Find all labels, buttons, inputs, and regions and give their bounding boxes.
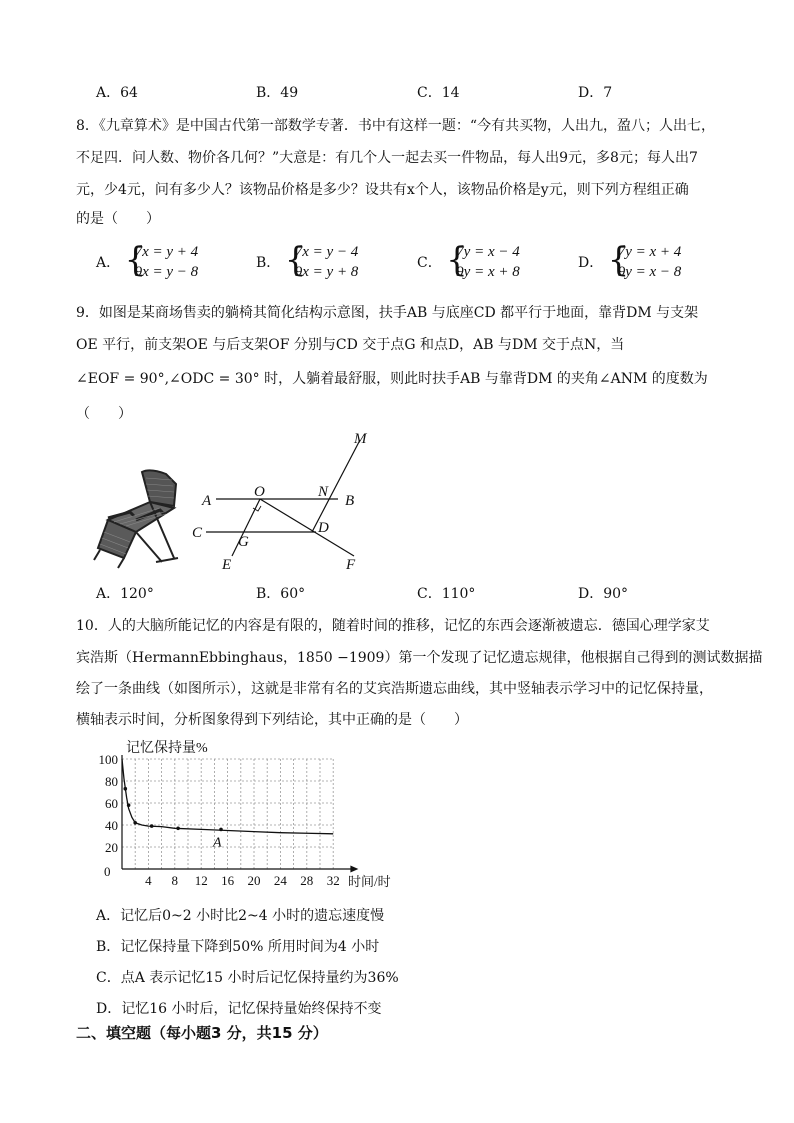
label-e: E — [222, 557, 232, 573]
q9-option-c: C．110° — [417, 586, 476, 602]
q10-option-a: A．记忆后0~2 小时比2~4 小时的遗忘速度慢 — [96, 908, 385, 924]
q9-text-line-4: （ ） — [76, 406, 132, 422]
lounge-chair-image — [90, 462, 182, 572]
q10-option-c: C．点A 表示记忆15 小时后记忆保持量约为36% — [96, 970, 399, 986]
q7-option-a: A．64 — [96, 85, 138, 101]
y-tick-label: 100 — [98, 752, 118, 767]
chart-ylabel: 记忆保持量% — [126, 741, 208, 756]
q7-option-d: D．7 — [578, 85, 613, 101]
q9-text-line-1: 9．如图是某商场售卖的躺椅其简化结构示意图，扶手AB 与底座CD 都平行于地面，靠背DM 与支架 — [76, 305, 699, 321]
q9-text-line-2: OE 平行，前支架OE 与后支架OF 分别与CD 交于点G 和点D，AB 与DM 交于点N，当 — [76, 337, 625, 353]
x-tick-label: 12 — [194, 873, 208, 888]
q10-text-line-3: 绘了一条曲线（如图所示），这就是非常有名的艾宾浩斯遗忘曲线，其中竖轴表示学习中的记忆保持量， — [76, 681, 713, 697]
y-tick-label: 80 — [105, 774, 118, 789]
x-tick-label: 16 — [221, 873, 235, 888]
q8-option-b: B． { 7x = y − 4 9x = y + 8 — [256, 240, 359, 280]
geometry-diagram — [190, 428, 380, 578]
x-tick-label: 4 — [145, 873, 152, 888]
chart-ticks — [99, 752, 340, 888]
q8-option-d: D． { 7y = x + 4 9y = x − 8 — [578, 240, 682, 280]
forgetting-curve-chart — [86, 735, 416, 895]
point-a-label: A — [213, 835, 222, 851]
label-d: D — [318, 520, 329, 536]
label-a: A — [202, 493, 212, 509]
q9-option-b: B．60° — [256, 586, 306, 602]
label-f: F — [346, 557, 356, 573]
data-point — [133, 821, 137, 825]
data-point — [124, 787, 128, 791]
q10-text-line-4: 横轴表示时间，分析图象得到下列结论，其中正确的是（ ） — [76, 712, 468, 728]
chart-axes — [122, 755, 358, 873]
chart-grid — [122, 759, 333, 869]
x-tick-label: 8 — [171, 873, 179, 888]
data-point — [127, 803, 131, 807]
label-o: O — [254, 484, 265, 500]
q8-option-a: A． { 7x = y + 4 9x = y − 8 — [96, 240, 199, 280]
q8-text-line-1: 8．《九章算术》是中国古代第一部数学专著．书中有这样一题：“今有共买物，人出九，盈八；人出七， — [76, 118, 716, 134]
label-m: M — [354, 431, 367, 447]
chart-origin-label: 0 — [104, 864, 111, 879]
q9-option-d: D．90° — [578, 586, 629, 602]
label-g: G — [238, 534, 249, 550]
section-heading: 二、填空题（每小题3 分，共15 分） — [76, 1024, 328, 1042]
x-axis-arrow — [350, 866, 358, 873]
x-tick-label: 24 — [273, 873, 287, 888]
data-point — [219, 828, 223, 832]
label-c: C — [192, 525, 203, 541]
q10-text-line-1: 10．人的大脑所能记忆的内容是有限的，随着时间的推移，记忆的东西会逐渐被遗忘．德国心理学家艾 — [76, 618, 710, 634]
q7-option-c: C．14 — [417, 85, 460, 101]
q8-text-line-3: 元，少4元，问有多少人？该物品价格是多少？设共有x个人，该物品价格是y元，则下列方程组正确 — [76, 182, 689, 198]
y-tick-label: 60 — [105, 796, 118, 811]
q8-text-line-2: 不足四．问人数、物价各几何？”大意是：有几个人一起去买一件物品，每人出9元，多8元；每人出7 — [76, 150, 698, 166]
q9-text-line-3: ∠EOF = 90°,∠ODC = 30° 时，人躺着最舒服，则此时扶手AB 与靠背DM 的夹角∠ANM 的度数为 — [76, 371, 708, 387]
data-point — [150, 824, 154, 828]
x-tick-label: 28 — [300, 873, 314, 888]
q7-option-b: B．49 — [256, 85, 299, 101]
label-n: N — [318, 484, 329, 500]
y-tick-label: 40 — [105, 818, 118, 833]
q9-option-a: A．120° — [96, 586, 154, 602]
x-tick-label: 32 — [326, 873, 340, 888]
q8-text-line-4: 的是（ ） — [76, 211, 160, 227]
q10-option-d: D．记忆16 小时后，记忆保持量始终保持不变 — [96, 1001, 382, 1017]
line-of — [260, 499, 354, 556]
q10-option-b: B．记忆保持量下降到50% 所用时间为4 小时 — [96, 939, 380, 955]
data-point — [176, 827, 180, 831]
q10-text-line-2: 宾浩斯（HermannEbbinghaus，1850 −1909）第一个发现了记忆遗忘规律，他根据自己得到的测试数据描 — [76, 650, 763, 666]
q8-option-c: C． { 7y = x − 4 9y = x + 8 — [417, 240, 520, 280]
y-tick-label: 20 — [105, 840, 118, 855]
label-b: B — [345, 493, 355, 509]
chart-xlabel: 时间/时 — [348, 874, 391, 889]
x-tick-label: 20 — [247, 873, 261, 888]
